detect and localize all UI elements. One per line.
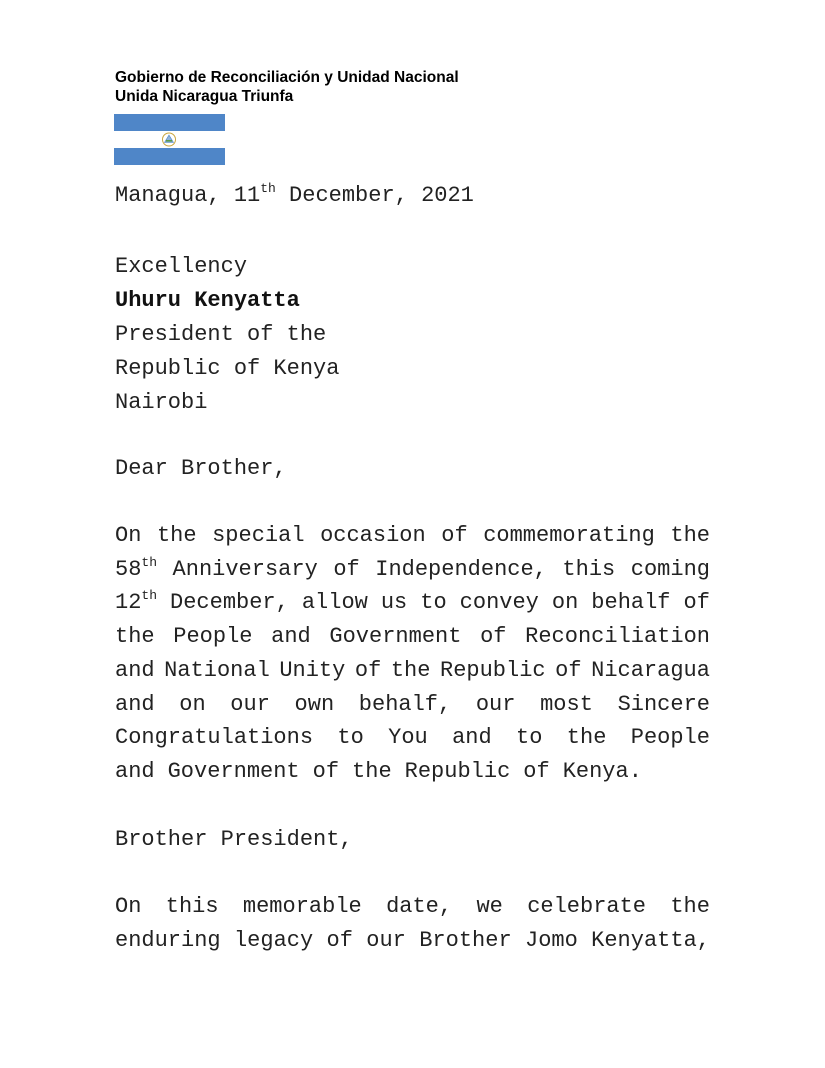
word: You: [388, 725, 428, 751]
word: our: [475, 691, 516, 717]
paragraph-line: [115, 620, 710, 654]
word: of: [555, 657, 582, 683]
word: convey: [459, 590, 539, 616]
government-name: Gobierno de Reconciliación y Unidad Nacional: [115, 69, 459, 86]
word: this: [562, 556, 616, 582]
paragraph-line: [115, 890, 710, 924]
word: own: [294, 691, 335, 717]
word: the: [115, 624, 155, 650]
word: of: [683, 590, 710, 616]
paragraph-line: [115, 654, 710, 688]
word: we: [476, 894, 503, 919]
word: legacy: [233, 927, 314, 953]
word: of: [354, 657, 382, 683]
word: our: [366, 927, 406, 953]
word: 58th: [115, 554, 158, 582]
flag-top-band: [114, 114, 225, 131]
addressee-role-line1: President of the: [115, 322, 327, 347]
letterhead: [115, 68, 459, 106]
word: most: [540, 691, 593, 717]
word: Anniversary: [172, 556, 318, 582]
word: of: [441, 523, 468, 548]
word: of: [326, 927, 353, 953]
word: to: [337, 725, 364, 751]
word: coming: [630, 556, 710, 582]
word: of: [480, 624, 507, 650]
word: us: [380, 590, 408, 616]
addressee-role-line2: Republic of Kenya: [115, 356, 340, 381]
ordinal-suffix: th: [141, 554, 158, 570]
word: of: [523, 758, 550, 784]
word: Government: [329, 624, 462, 650]
paragraph-line: [115, 519, 710, 553]
word: the: [352, 758, 392, 784]
word: our: [230, 691, 270, 717]
flag-bottom-band: [114, 148, 225, 165]
word: On: [115, 523, 142, 548]
word: Republic: [404, 758, 511, 784]
paragraph-line: [115, 688, 710, 722]
word: memorable: [242, 894, 362, 919]
word: occasion: [320, 523, 426, 548]
addressee-title: Excellency: [115, 254, 248, 279]
word: enduring: [115, 927, 221, 953]
paragraph-line: [115, 924, 710, 958]
word: the: [670, 523, 710, 548]
addressee-name: Uhuru Kenyatta: [115, 288, 300, 313]
dateline: [115, 179, 474, 213]
word: Government: [167, 758, 300, 784]
word: Nicaragua: [591, 657, 710, 683]
salutation: Dear Brother,: [115, 456, 287, 481]
coat-of-arms-icon: [160, 132, 178, 147]
word: of: [312, 758, 340, 784]
word: People: [173, 624, 253, 650]
word: and: [115, 691, 155, 717]
word: the: [670, 894, 710, 919]
word: this: [165, 894, 219, 919]
word: and: [452, 725, 492, 751]
addressee-city: Nairobi: [115, 390, 208, 415]
word: National: [164, 657, 270, 683]
paragraph-line: [115, 721, 710, 755]
word: on: [179, 691, 206, 717]
salutation-2: Brother President,: [115, 827, 353, 852]
body-paragraph-2: [115, 890, 710, 957]
paragraph-line: [115, 553, 710, 587]
nicaragua-flag-icon: [114, 114, 225, 165]
word: the: [390, 657, 431, 683]
date-place: Managua, 11: [115, 183, 261, 208]
word: celebrate: [527, 894, 647, 919]
word: Kenyatta,: [591, 927, 710, 953]
word: Reconciliation: [525, 624, 710, 650]
paragraph-line: [115, 586, 710, 620]
word: behalf: [591, 590, 671, 616]
paragraph-line: [115, 755, 710, 789]
word: Congratulations: [115, 725, 314, 751]
word: Brother: [419, 927, 512, 953]
word: allow: [301, 590, 368, 616]
word: on: [551, 590, 579, 616]
date-rest: December, 2021: [275, 183, 474, 208]
word: Kenya.: [562, 758, 642, 784]
word: Unity: [279, 657, 346, 683]
word: On: [115, 894, 142, 919]
word: special: [212, 523, 305, 548]
word: of: [333, 556, 360, 582]
ordinal-suffix: th: [141, 588, 158, 604]
word: the: [566, 725, 607, 751]
word: Independence,: [375, 556, 547, 582]
word: Republic: [440, 657, 546, 683]
word: and: [115, 657, 155, 683]
government-motto: Unida Nicaragua Triunfa: [115, 88, 294, 105]
word: the: [156, 523, 197, 548]
word: Jomo: [525, 927, 578, 953]
word: Sincere: [617, 691, 710, 717]
word: to: [420, 590, 447, 616]
word: December,: [170, 590, 289, 616]
word: to: [516, 725, 543, 751]
word: and: [115, 758, 155, 784]
word: People: [630, 725, 710, 751]
word: 12th: [115, 588, 158, 616]
date-suffix: th: [260, 181, 276, 196]
addressee-block: [115, 250, 339, 420]
word: date,: [386, 894, 453, 919]
word: behalf,: [358, 691, 452, 717]
word: commemorating: [483, 523, 655, 548]
word: and: [271, 624, 311, 650]
body-paragraph-1: [115, 519, 710, 789]
